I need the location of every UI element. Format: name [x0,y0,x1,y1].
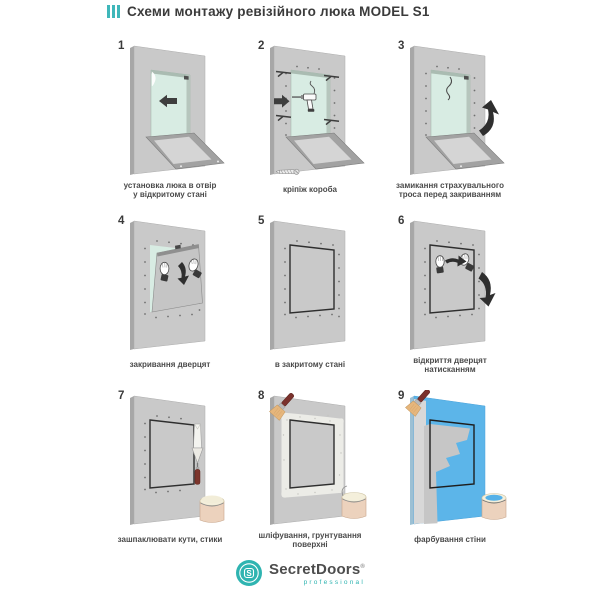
caption-line: фарбування стіни [414,535,486,545]
brand-logo [0,559,600,587]
step-panel-4 [100,207,240,382]
caption-line: замикання страхувального [396,180,504,190]
caption-line: відкриття дверцят [413,355,487,365]
caption-line: зашпаклювати кути, стики [117,535,223,545]
step-caption [240,528,380,552]
step-5-illustration [240,215,380,353]
step-number: 3 [398,40,405,52]
hatch-opening [431,70,470,137]
step-2-illustration [240,40,380,178]
step-number: 4 [118,215,125,227]
screw-icon [276,169,299,174]
step-number: 8 [258,390,265,402]
caption-line: в закритому стані [274,360,346,370]
step-caption [240,353,380,377]
caption-line: шліфування, грунтування [258,530,362,540]
step-panel-2 [240,32,380,207]
brand-word: SecretDoors [268,560,361,578]
caption-line: установка люка в отвір [123,180,217,190]
step-4-illustration [100,215,240,353]
caption-line: троса перед закриванням [398,190,502,199]
step-caption [100,528,240,552]
caption-line: закривання дверцят [129,360,211,370]
step-number: 6 [398,215,405,227]
svg-text:S: S [246,569,252,578]
step-6-illustration [380,215,520,353]
steps-grid [100,32,520,557]
caption-line: натисканням [424,365,476,374]
step-caption [100,178,240,202]
brand-text [269,561,365,586]
brand-tagline: professional [303,578,366,586]
step-number: 5 [258,215,265,227]
caption-line: поверхні [292,540,328,549]
brand-name [269,561,365,578]
step-panel-8 [240,382,380,557]
step-caption [380,528,520,552]
step-caption [380,178,520,202]
step-number: 2 [258,40,265,52]
paint-bucket-icon [482,494,506,520]
step-9-illustration [380,390,520,528]
hand-icon [160,262,169,281]
step-3-illustration [380,40,520,178]
step-number: 9 [398,390,405,402]
step-caption [380,353,520,377]
brand-logo-mark-icon [235,559,263,587]
step-7-illustration [100,390,240,528]
step-8-illustration [240,390,380,528]
step-1-illustration [100,40,240,178]
caption-line: у відкритому стані [133,190,207,199]
page-title: Схеми монтажу ревізійного люка MODEL S1 [127,4,430,19]
primer-bucket-icon [342,486,366,519]
poster-header [107,4,430,19]
step-caption [240,178,380,202]
registered-mark: ® [360,563,366,570]
step-panel-9 [380,382,520,557]
step-number: 7 [118,390,125,402]
step-panel-7 [100,382,240,557]
closing-hatch-door [152,245,203,313]
step-number: 1 [118,40,125,52]
caption-line: кріпіж короба [282,185,337,195]
hand-icon [436,256,444,274]
putty-bucket-icon [200,496,224,523]
triple-bars-icon [107,5,120,18]
step-caption [100,353,240,377]
step-panel-6 [380,207,520,382]
step-panel-5 [240,207,380,382]
step-panel-3 [380,32,520,207]
step-panel-1 [100,32,240,207]
